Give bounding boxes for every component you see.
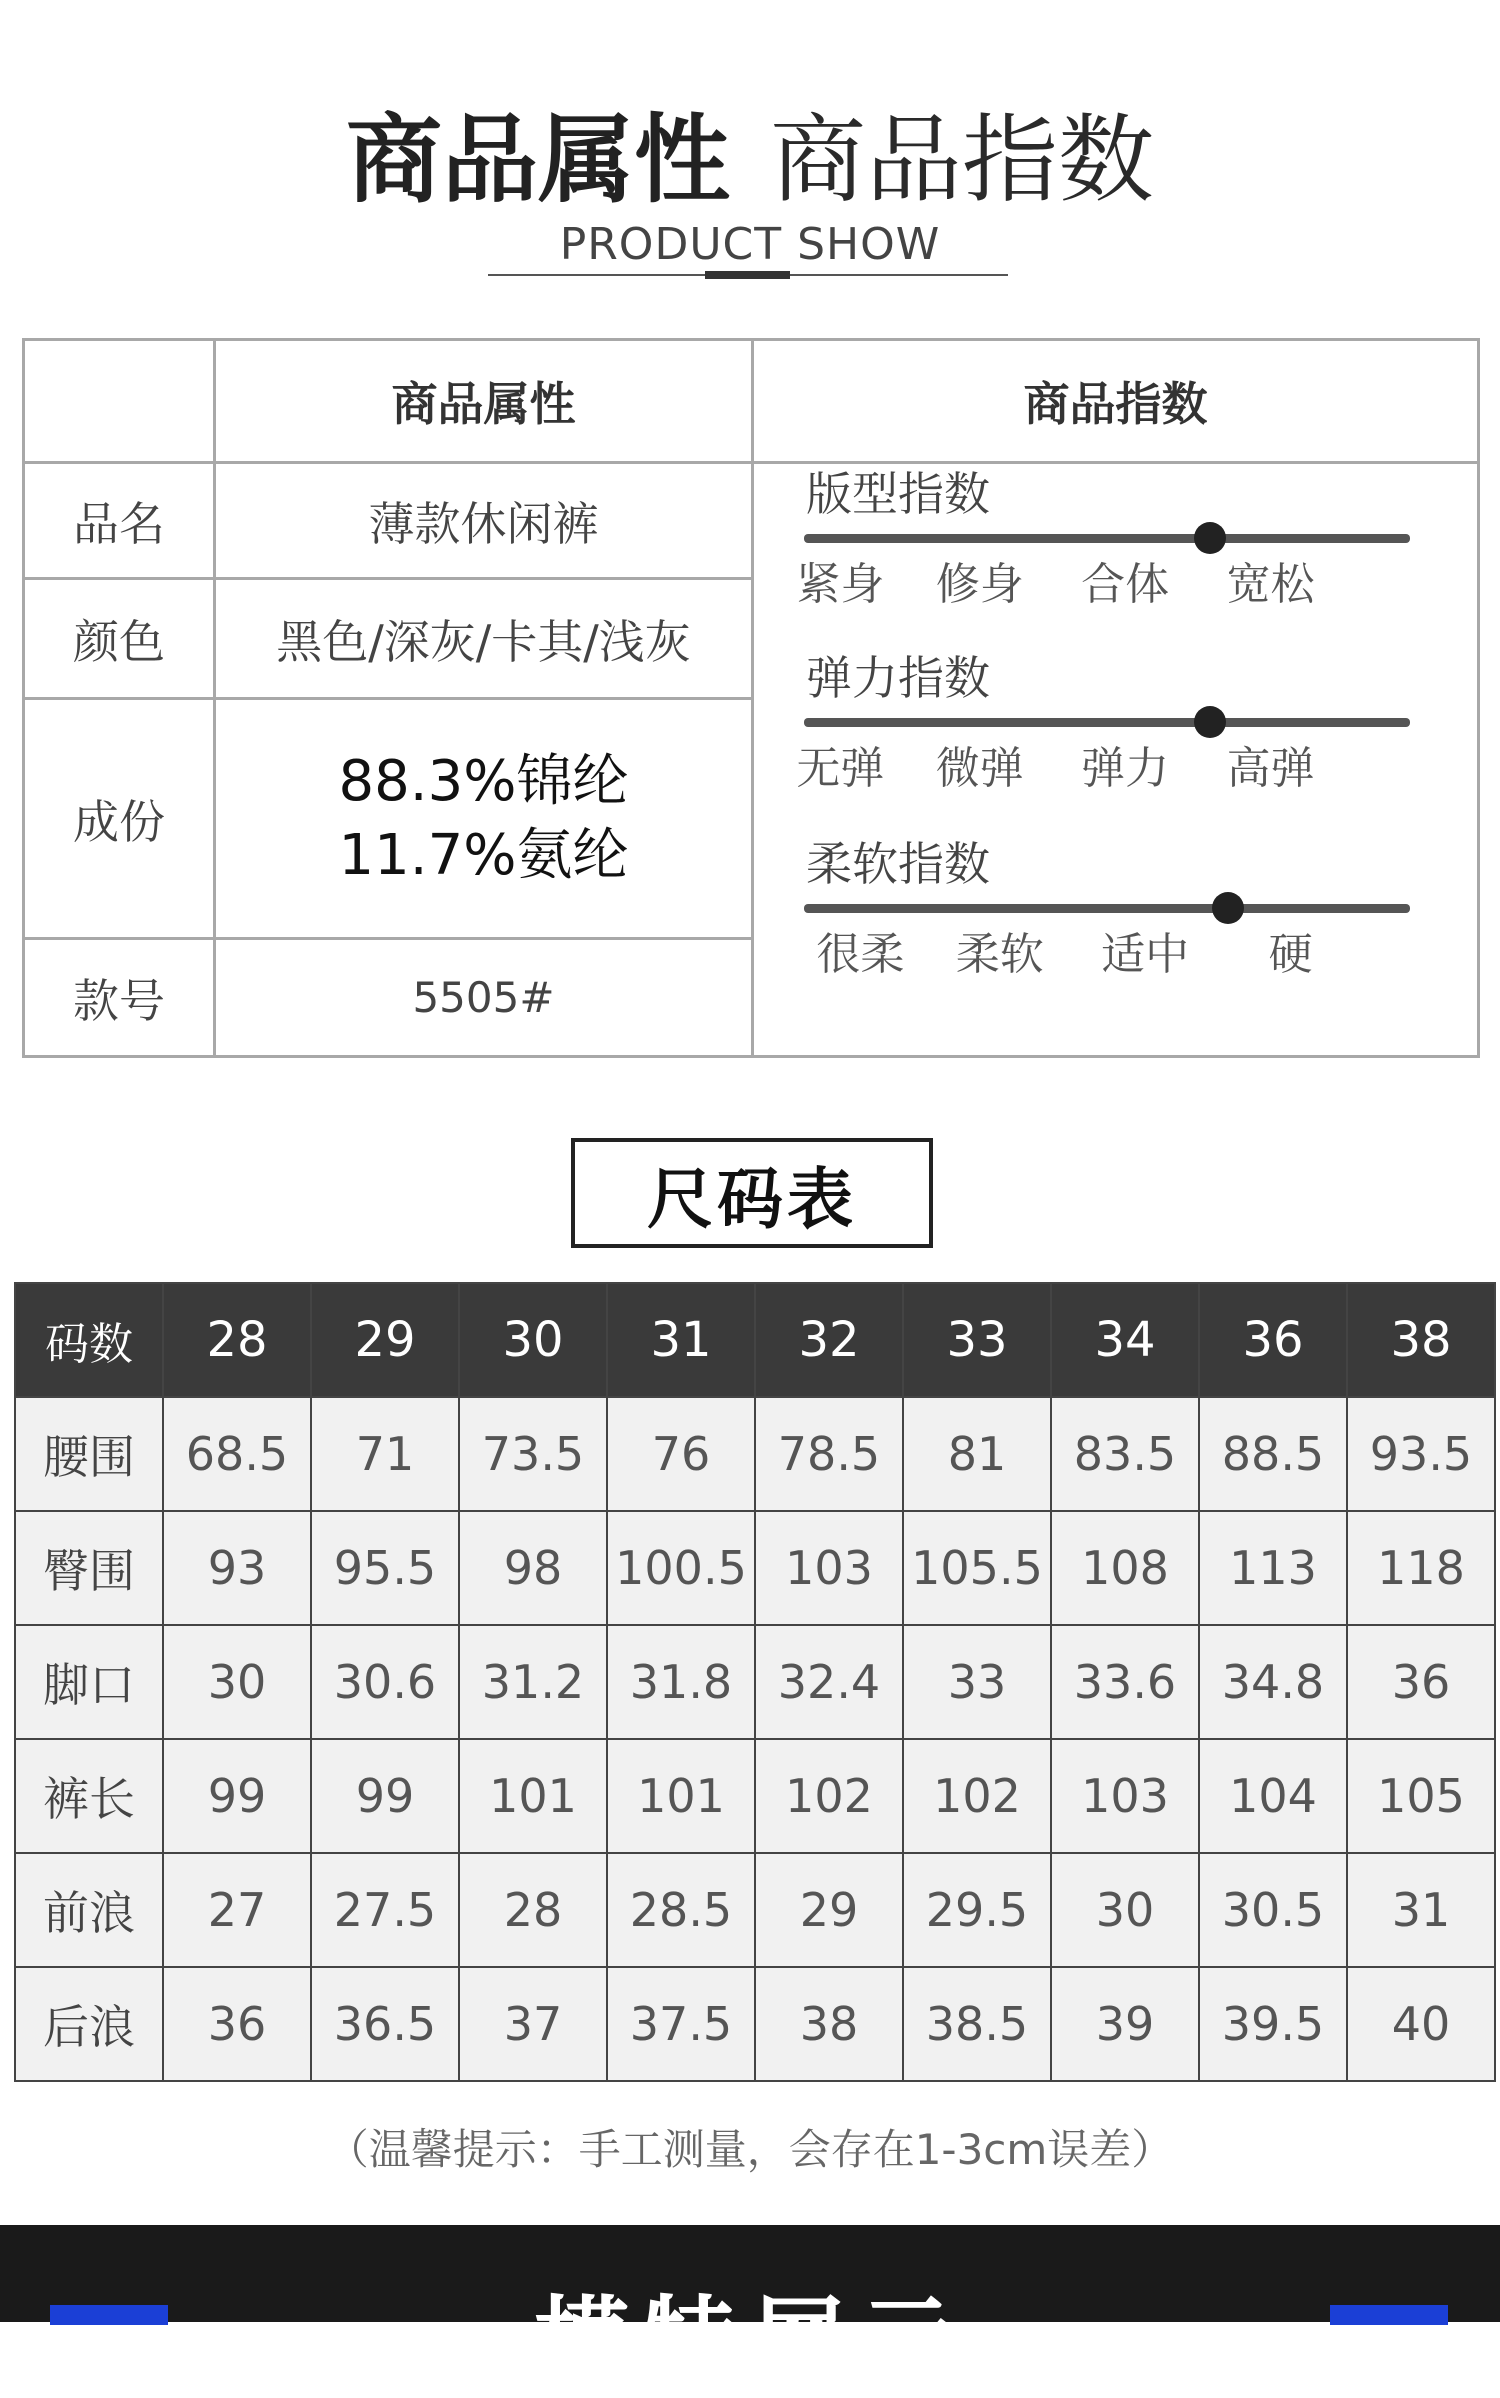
measurement-value: 27 bbox=[163, 1853, 311, 1967]
measurement-value: 118 bbox=[1347, 1511, 1495, 1625]
table-row bbox=[15, 1739, 1495, 1853]
size-header-cell: 30 bbox=[459, 1283, 607, 1397]
page-title bbox=[0, 100, 1500, 220]
measurement-label: 裤长 bbox=[15, 1739, 163, 1853]
size-chart-title: 尺码表 bbox=[571, 1138, 933, 1248]
index-tick-label: 柔软 bbox=[955, 929, 1044, 980]
measurement-value: 31.8 bbox=[607, 1625, 755, 1739]
measurement-value: 99 bbox=[163, 1739, 311, 1853]
measurement-value: 100.5 bbox=[607, 1511, 755, 1625]
attr-value-color: 黑色/深灰/卡其/浅灰 bbox=[276, 614, 691, 669]
measurement-value: 88.5 bbox=[1199, 1397, 1347, 1511]
measurement-value: 32.4 bbox=[755, 1625, 903, 1739]
measurement-value: 113 bbox=[1199, 1511, 1347, 1625]
index-tick-label: 微弹 bbox=[935, 743, 1024, 794]
measurement-value: 101 bbox=[459, 1739, 607, 1853]
size-chart-table bbox=[14, 1282, 1496, 2082]
measurement-value: 29.5 bbox=[903, 1853, 1051, 1967]
attr-column-header: 商品属性 bbox=[391, 377, 576, 431]
index-tick-label: 无弹 bbox=[796, 743, 885, 794]
measurement-value: 104 bbox=[1199, 1739, 1347, 1853]
measurement-value: 103 bbox=[1051, 1739, 1199, 1853]
measurement-label: 后浪 bbox=[15, 1967, 163, 2081]
table-row bbox=[15, 1625, 1495, 1739]
index-slider-track bbox=[804, 904, 1410, 913]
size-header-cell: 29 bbox=[311, 1283, 459, 1397]
measurement-value: 105.5 bbox=[903, 1511, 1051, 1625]
measurement-value: 36 bbox=[163, 1967, 311, 2081]
index-title: 弹力指数 bbox=[806, 651, 990, 705]
index-slider-knob bbox=[1194, 706, 1226, 738]
index-column-header: 商品指数 bbox=[1023, 377, 1208, 431]
table-row bbox=[15, 1853, 1495, 1967]
index-tick-label: 修身 bbox=[935, 559, 1024, 610]
measurement-value: 37 bbox=[459, 1967, 607, 2081]
index-tick-label: 高弹 bbox=[1226, 743, 1315, 794]
size-header-cell: 31 bbox=[607, 1283, 755, 1397]
index-tick-label: 紧身 bbox=[796, 559, 885, 610]
measurement-value: 36.5 bbox=[311, 1967, 459, 2081]
measurement-value: 103 bbox=[755, 1511, 903, 1625]
index-tick-label: 弹力 bbox=[1081, 743, 1170, 794]
index-slider-track bbox=[804, 534, 1410, 543]
index-tick-label: 硬 bbox=[1268, 929, 1313, 980]
index-slider-knob bbox=[1212, 892, 1244, 924]
index-title: 版型指数 bbox=[806, 467, 990, 521]
measurement-value: 30 bbox=[1051, 1853, 1199, 1967]
composition-line-2: 11.7%氨纶 bbox=[338, 822, 629, 888]
measurement-label: 前浪 bbox=[15, 1853, 163, 1967]
composition-line-1: 88.3%锦纶 bbox=[338, 748, 629, 814]
index-tick-label: 很柔 bbox=[816, 929, 905, 980]
measurement-value: 83.5 bbox=[1051, 1397, 1199, 1511]
size-header-cell: 38 bbox=[1347, 1283, 1495, 1397]
size-header-cell: 32 bbox=[755, 1283, 903, 1397]
measurement-note: （温馨提示：手工测量，会存在1-3cm误差） bbox=[326, 2125, 1174, 2174]
attr-label-composition: 成份 bbox=[73, 794, 165, 849]
table-row bbox=[15, 1967, 1495, 2081]
size-header-cell: 28 bbox=[163, 1283, 311, 1397]
index-slider-knob bbox=[1194, 522, 1226, 554]
measurement-label: 脚口 bbox=[15, 1625, 163, 1739]
index-slider-track bbox=[804, 718, 1410, 727]
measurement-value: 102 bbox=[903, 1739, 1051, 1853]
measurement-label: 臀围 bbox=[15, 1511, 163, 1625]
attr-value-name: 薄款休闲裤 bbox=[368, 496, 599, 551]
size-header-row bbox=[15, 1283, 1495, 1397]
measurement-value: 68.5 bbox=[163, 1397, 311, 1511]
measurement-value: 102 bbox=[755, 1739, 903, 1853]
measurement-value: 29 bbox=[755, 1853, 903, 1967]
measurement-value: 30.5 bbox=[1199, 1853, 1347, 1967]
measurement-value: 31 bbox=[1347, 1853, 1495, 1967]
attr-value-style-number: 5505# bbox=[412, 973, 555, 1022]
measurement-value: 37.5 bbox=[607, 1967, 755, 2081]
table-row bbox=[15, 1511, 1495, 1625]
measurement-value: 40 bbox=[1347, 1967, 1495, 2081]
index-tick-label: 宽松 bbox=[1226, 559, 1315, 610]
measurement-value: 38.5 bbox=[903, 1967, 1051, 2081]
measurement-value: 27.5 bbox=[311, 1853, 459, 1967]
index-panel bbox=[754, 464, 1477, 1055]
measurement-value: 81 bbox=[903, 1397, 1051, 1511]
measurement-value: 99 bbox=[311, 1739, 459, 1853]
measurement-value: 34.8 bbox=[1199, 1625, 1347, 1739]
banner-title: 模特展示 bbox=[534, 2286, 966, 2398]
measurement-value: 30 bbox=[163, 1625, 311, 1739]
subtitle-underline-accent bbox=[705, 271, 790, 279]
measurement-value: 105 bbox=[1347, 1739, 1495, 1853]
measurement-value: 39 bbox=[1051, 1967, 1199, 2081]
measurement-value: 33 bbox=[903, 1625, 1051, 1739]
model-showcase-banner bbox=[0, 2225, 1500, 2398]
attr-value-composition bbox=[216, 700, 751, 937]
size-header-cell: 36 bbox=[1199, 1283, 1347, 1397]
page-subtitle: PRODUCT SHOW bbox=[559, 219, 941, 270]
measurement-value: 33.6 bbox=[1051, 1625, 1199, 1739]
measurement-value: 39.5 bbox=[1199, 1967, 1347, 2081]
measurement-value: 98 bbox=[459, 1511, 607, 1625]
size-header-cell: 34 bbox=[1051, 1283, 1199, 1397]
measurement-label: 腰围 bbox=[15, 1397, 163, 1511]
size-header-cell: 33 bbox=[903, 1283, 1051, 1397]
table-row bbox=[15, 1397, 1495, 1511]
measurement-value: 73.5 bbox=[459, 1397, 607, 1511]
measurement-value: 28.5 bbox=[607, 1853, 755, 1967]
size-header-label: 码数 bbox=[15, 1283, 163, 1397]
index-tick-label: 适中 bbox=[1101, 929, 1190, 980]
index-title: 柔软指数 bbox=[806, 837, 990, 891]
measurement-value: 95.5 bbox=[311, 1511, 459, 1625]
measurement-value: 78.5 bbox=[755, 1397, 903, 1511]
measurement-value: 36 bbox=[1347, 1625, 1495, 1739]
measurement-value: 30.6 bbox=[311, 1625, 459, 1739]
measurement-value: 108 bbox=[1051, 1511, 1199, 1625]
measurement-value: 71 bbox=[311, 1397, 459, 1511]
measurement-value: 93.5 bbox=[1347, 1397, 1495, 1511]
measurement-value: 101 bbox=[607, 1739, 755, 1853]
measurement-value: 93 bbox=[163, 1511, 311, 1625]
measurement-value: 28 bbox=[459, 1853, 607, 1967]
measurement-value: 31.2 bbox=[459, 1625, 607, 1739]
title-normal: 商品指数 bbox=[770, 104, 1154, 216]
attr-label-name: 品名 bbox=[73, 496, 165, 551]
title-bold: 商品属性 bbox=[346, 104, 730, 216]
index-tick-label: 合体 bbox=[1081, 559, 1170, 610]
product-attribute-table bbox=[22, 338, 1480, 1058]
attr-label-style-number: 款号 bbox=[73, 973, 165, 1028]
measurement-value: 38 bbox=[755, 1967, 903, 2081]
measurement-value: 76 bbox=[607, 1397, 755, 1511]
attr-label-color: 颜色 bbox=[73, 614, 165, 669]
